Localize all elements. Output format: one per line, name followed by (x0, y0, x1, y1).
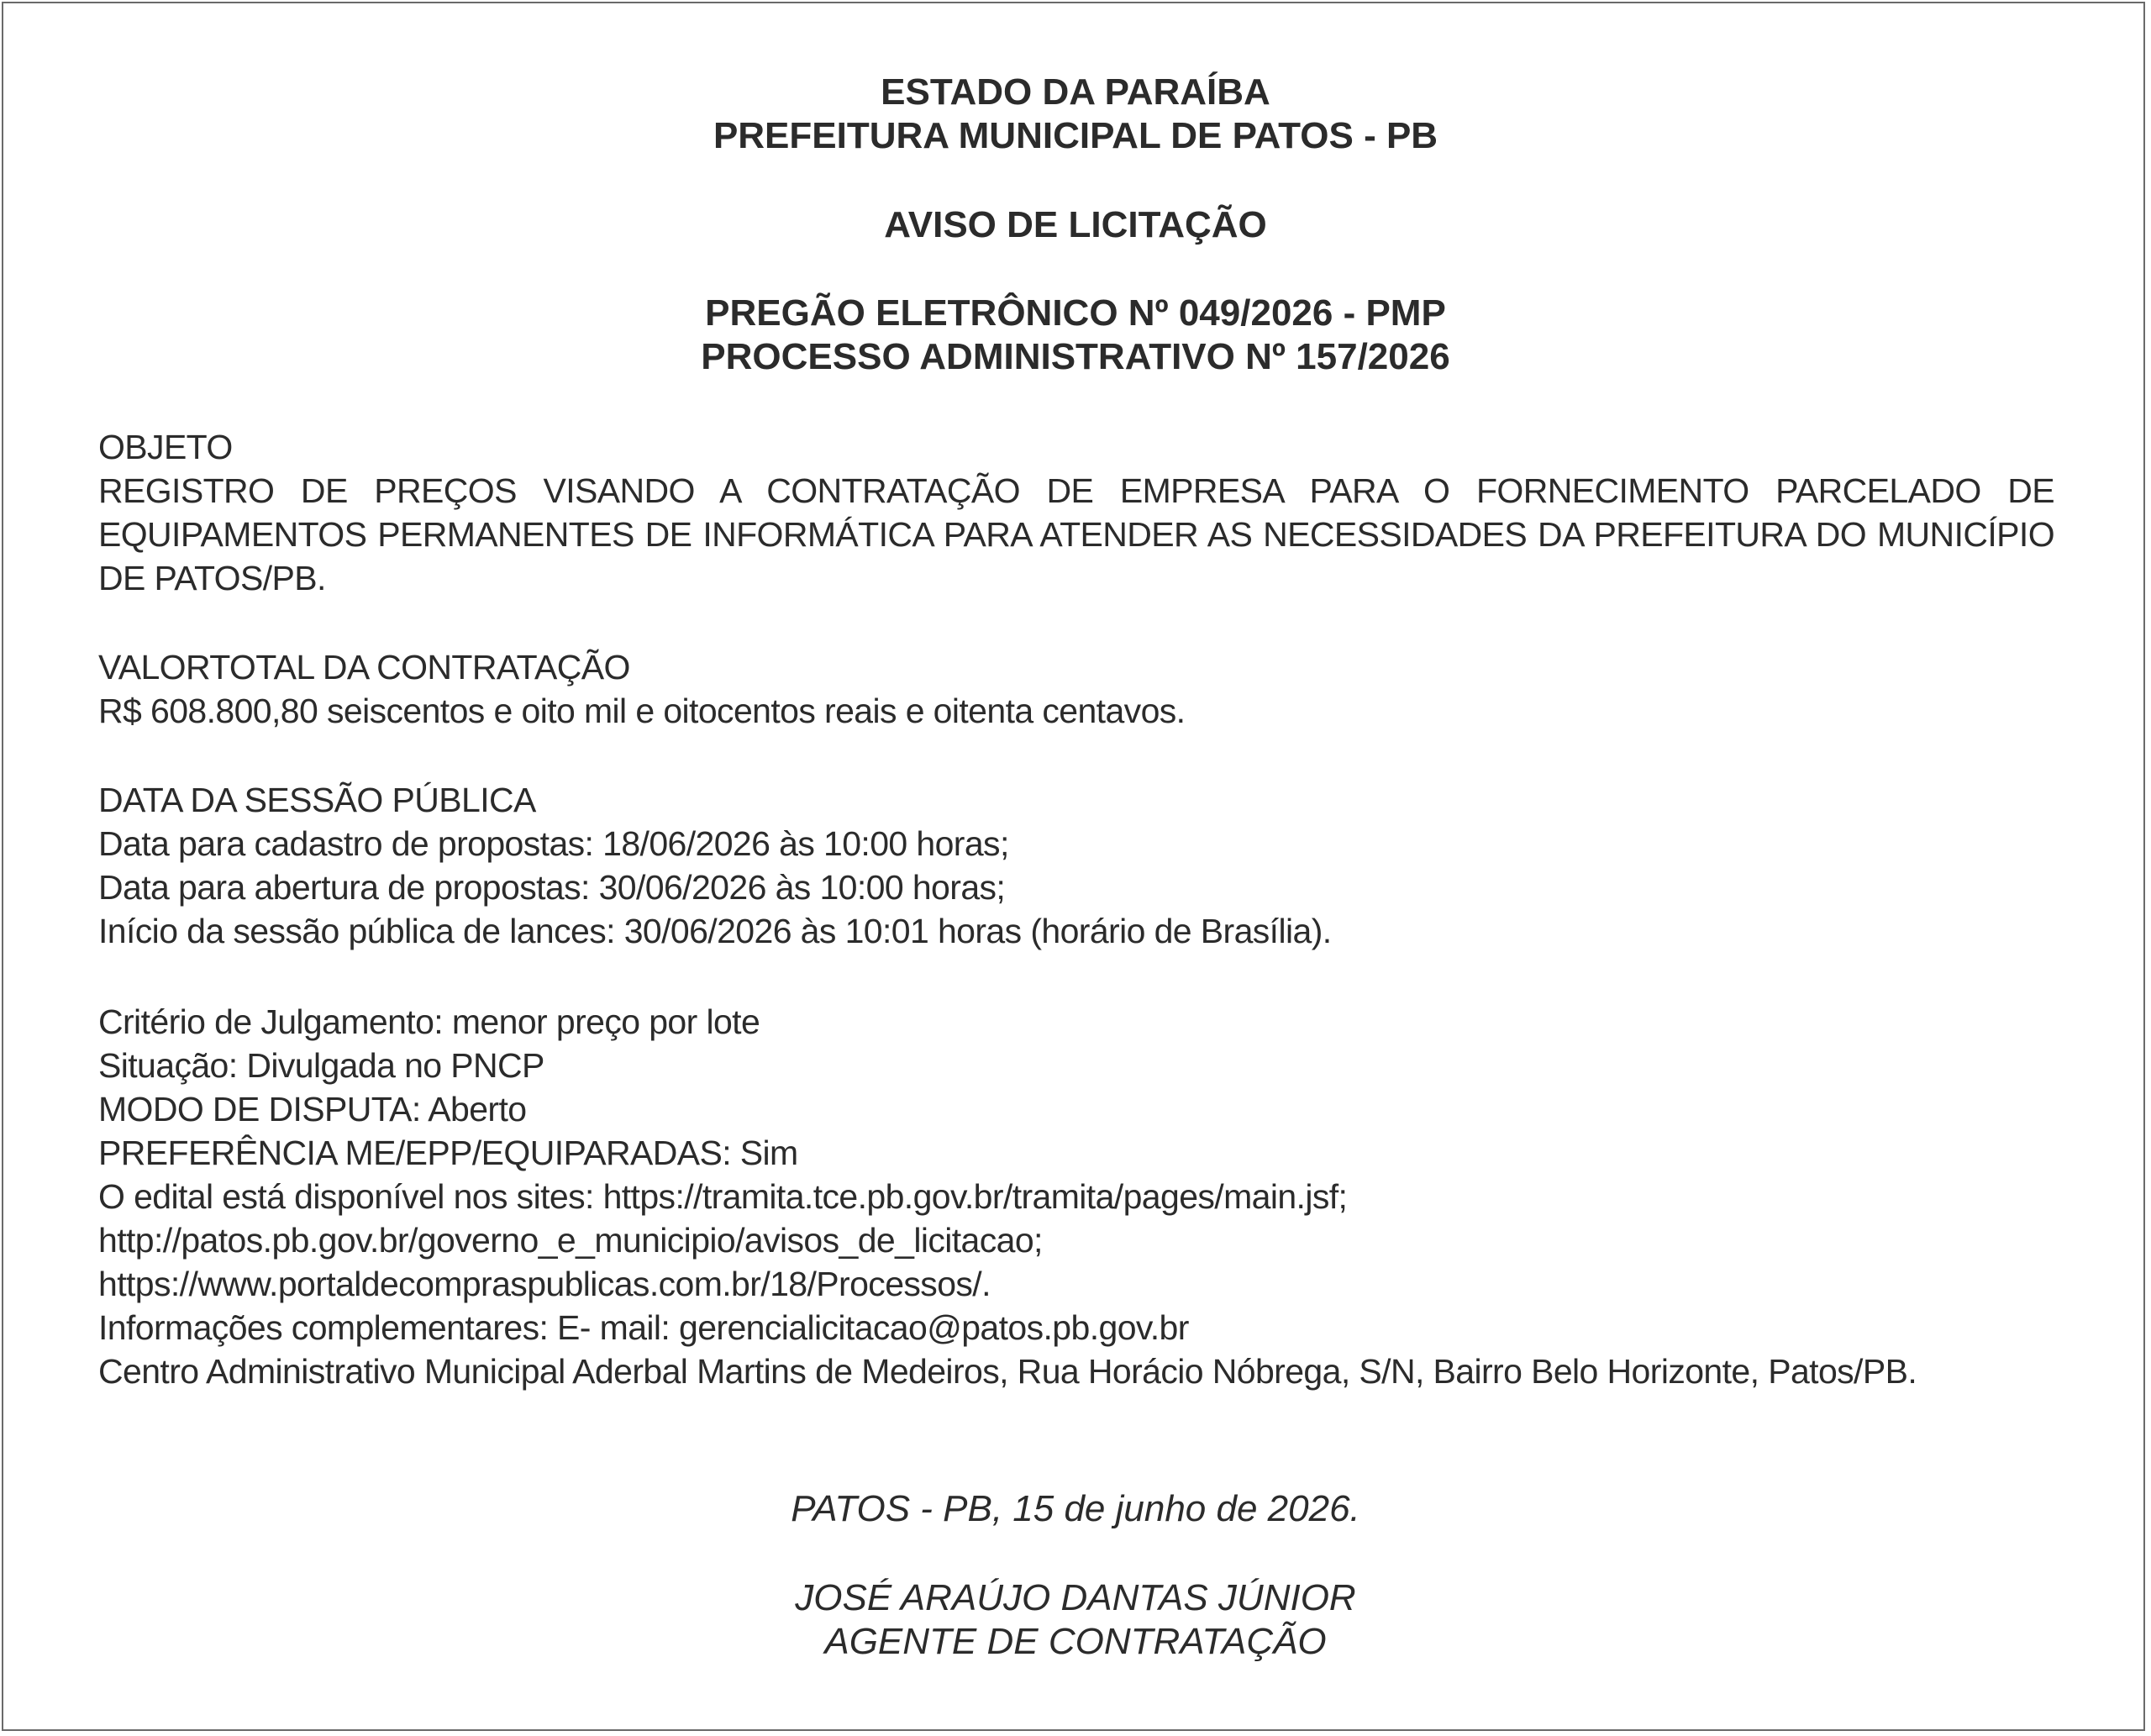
signature-block (0, 1576, 2151, 1664)
municipality-name: PREFEITURA MUNICIPAL DE PATOS - PB (713, 115, 1438, 156)
processo-number: PROCESSO ADMINISTRATIVO Nº 157/2026 (701, 336, 1450, 377)
site-link-portal[interactable]: https://www.portaldecompraspublicas.com.br/18/Processos/. (98, 1265, 991, 1303)
situacao-line: Situação: Divulgada no PNCP (98, 1046, 544, 1085)
sessao-section (98, 778, 2054, 953)
modo-line: MODO DE DISPUTA: Aberto (98, 1090, 527, 1128)
state-name: ESTADO DA PARAÍBA (881, 71, 1270, 113)
signer-name: JOSÉ ARAÚJO DANTAS JÚNIOR (795, 1577, 1356, 1618)
sessao-abertura: Data para abertura de propostas: 30/06/2026 às 10:00 horas; (98, 868, 1006, 907)
signer-role: AGENTE DE CONTRATAÇÃO (824, 1621, 1327, 1662)
valor-heading: VALORTOTAL DA CONTRATAÇÃO (98, 648, 630, 687)
place-date-block (0, 1487, 2151, 1531)
details-section (98, 1000, 2054, 1393)
sessao-inicio: Início da sessão pública de lances: 30/06/2026 às 10:01 horas (horário de Brasília). (98, 912, 1332, 950)
notice-title-block (0, 203, 2151, 247)
endereco-line: Centro Administrativo Municipal Aderbal Martins de Medeiros, Rua Horácio Nóbrega, S/N, Bairro Belo Horizonte, Patos/PB. (98, 1352, 1917, 1391)
informacoes-line: Informações complementares: E- mail: gerencialicitacao@patos.pb.gov.br (98, 1308, 1189, 1347)
place-date: PATOS - PB, 15 de junho de 2026. (791, 1488, 1360, 1529)
objeto-text: REGISTRO DE PREÇOS VISANDO A CONTRATAÇÃO DE EMPRESA PARA O FORNECIMENTO PARCELADO DE EQUIPAMENTOS PERMANENTES DE INFORMÁTICA PARA ATENDER AS NECESSIDADES DA PREFEITURA DO MUNICÍPIO DE PATOS/PB. (98, 471, 2054, 597)
site-link-patos[interactable]: http://patos.pb.gov.br/governo_e_municipio/avisos_de_licitacao; (98, 1221, 1043, 1260)
notice-title: AVISO DE LICITAÇÃO (884, 204, 1267, 245)
criterio-line: Critério de Julgamento: menor preço por lote (98, 1002, 760, 1041)
document-header (0, 71, 2151, 158)
sessao-cadastro: Data para cadastro de propostas: 18/06/2026 às 10:00 horas; (98, 824, 1009, 863)
valor-section (98, 645, 2054, 733)
objeto-section (98, 425, 2054, 600)
objeto-heading: OBJETO (98, 428, 233, 466)
preferencia-line: PREFERÊNCIA ME/EPP/EQUIPARADAS: Sim (98, 1134, 798, 1172)
process-numbers (0, 292, 2151, 379)
sessao-heading: DATA DA SESSÃO PÚBLICA (98, 781, 536, 819)
valor-text: R$ 608.800,80 seiscentos e oito mil e oitocentos reais e oitenta centavos. (98, 692, 1186, 730)
edital-line: O edital está disponível nos sites: https://tramita.tce.pb.gov.br/tramita/pages/main.jsf; (98, 1177, 1348, 1216)
pregao-number: PREGÃO ELETRÔNICO Nº 049/2026 - PMP (705, 292, 1446, 334)
